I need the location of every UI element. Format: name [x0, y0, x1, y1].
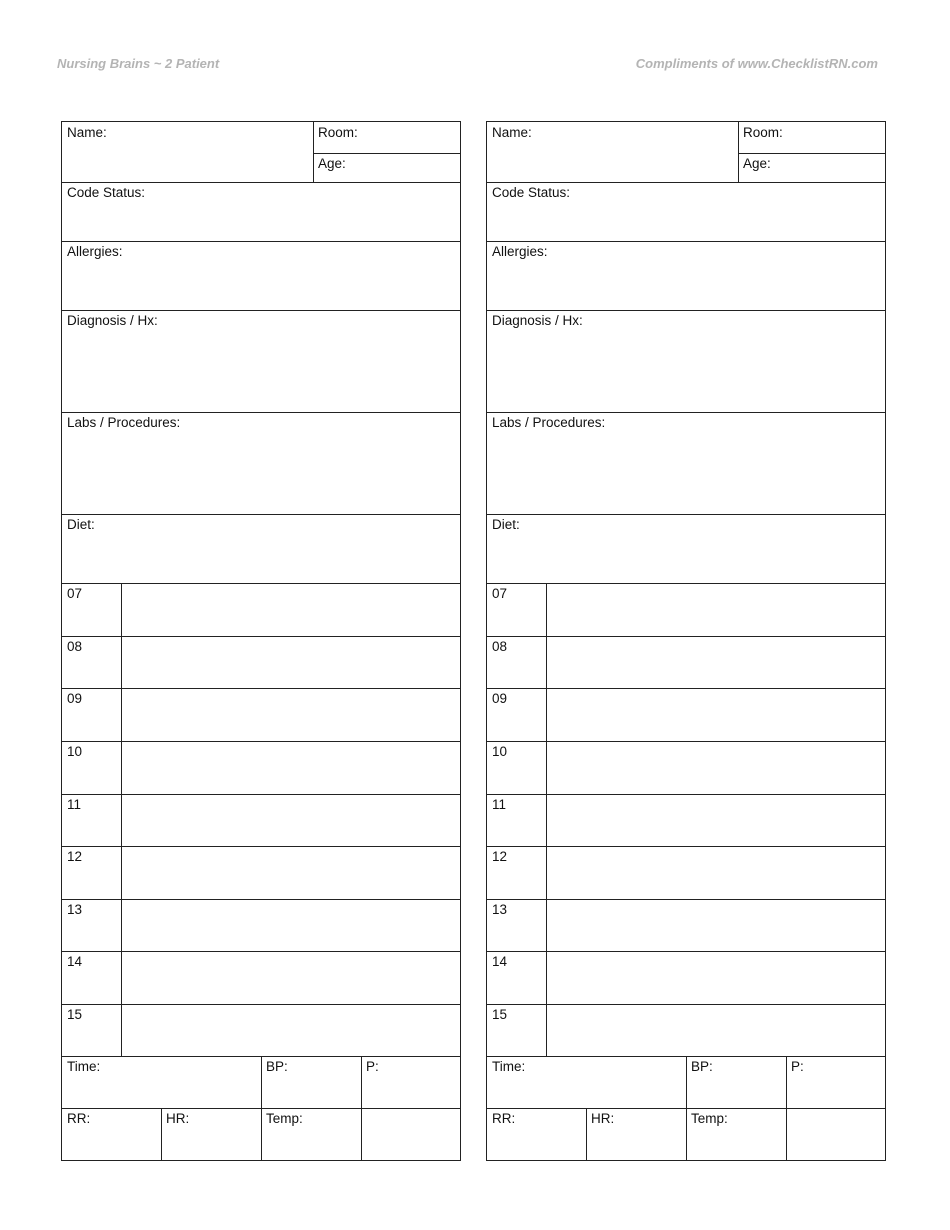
hour-label-cell [487, 794, 546, 846]
temp-label: Temp: [691, 1111, 728, 1126]
hour-label-cell [62, 846, 121, 899]
hr-field[interactable] [161, 1108, 261, 1161]
temp-field[interactable] [261, 1108, 361, 1161]
hour-label-cell [62, 1004, 121, 1056]
hour-label: 15 [492, 1007, 508, 1022]
name-field[interactable] [62, 122, 313, 182]
name-field[interactable] [487, 122, 738, 182]
hour-label: 13 [492, 902, 508, 917]
diet-label: Diet: [67, 517, 95, 532]
temp-field[interactable] [686, 1108, 786, 1161]
bp-field[interactable] [686, 1056, 786, 1108]
rr-field[interactable] [62, 1108, 161, 1161]
hour-label: 07 [492, 586, 508, 601]
blank-vitals-field[interactable] [786, 1108, 886, 1161]
code-status-label: Code Status: [492, 185, 571, 200]
hour-notes-field[interactable] [546, 741, 886, 794]
allergies-field[interactable] [62, 241, 461, 310]
bp-label: BP: [266, 1059, 288, 1074]
hour-label-cell [487, 636, 546, 688]
hour-notes-field[interactable] [121, 951, 461, 1004]
hour-label: 15 [67, 1007, 83, 1022]
hour-label-cell [62, 951, 121, 1004]
hour-notes-field[interactable] [121, 846, 461, 899]
hour-label-cell [62, 688, 121, 741]
age-label: Age: [318, 156, 346, 171]
hour-label: 10 [492, 744, 508, 759]
hour-notes-field[interactable] [121, 899, 461, 951]
hour-notes-field[interactable] [546, 846, 886, 899]
name-label: Name: [67, 125, 107, 140]
code-status-field[interactable] [487, 182, 886, 241]
hour-label-cell [62, 741, 121, 794]
room-label: Room: [743, 125, 783, 140]
diagnosis-field[interactable] [62, 310, 461, 412]
time-label: Time: [492, 1059, 526, 1074]
age-label: Age: [743, 156, 771, 171]
hour-label: 12 [67, 849, 83, 864]
hour-label-cell [487, 951, 546, 1004]
hour-notes-field[interactable] [546, 899, 886, 951]
bp-field[interactable] [261, 1056, 361, 1108]
code-status-field[interactable] [62, 182, 461, 241]
hour-notes-field[interactable] [546, 951, 886, 1004]
labs-procedures-field[interactable] [62, 412, 461, 514]
labs-procedures-field[interactable] [487, 412, 886, 514]
hour-notes-field[interactable] [121, 794, 461, 846]
diagnosis-label: Diagnosis / Hx: [492, 313, 583, 328]
hr-label: HR: [166, 1111, 190, 1126]
diet-label: Diet: [492, 517, 520, 532]
hour-label-cell [62, 899, 121, 951]
header-credit: Compliments of www.ChecklistRN.com [635, 56, 878, 71]
labs-procedures-label: Labs / Procedures: [492, 415, 606, 430]
hour-notes-field[interactable] [546, 583, 886, 636]
rr-field[interactable] [487, 1108, 586, 1161]
patient-sheet-1 [61, 121, 461, 1161]
hour-notes-field[interactable] [546, 1004, 886, 1056]
hour-notes-field[interactable] [546, 794, 886, 846]
pulse-label: P: [791, 1059, 804, 1074]
blank-vitals-field[interactable] [361, 1108, 461, 1161]
room-field[interactable] [738, 122, 886, 153]
hour-label-cell [62, 636, 121, 688]
hour-notes-field[interactable] [121, 636, 461, 688]
hour-notes-field[interactable] [546, 636, 886, 688]
temp-label: Temp: [266, 1111, 303, 1126]
pulse-label: P: [366, 1059, 379, 1074]
hour-label-cell [487, 1004, 546, 1056]
bp-label: BP: [691, 1059, 713, 1074]
name-label: Name: [492, 125, 532, 140]
hour-label-cell [487, 741, 546, 794]
time-label: Time: [67, 1059, 101, 1074]
hour-label: 08 [67, 639, 83, 654]
diet-field[interactable] [487, 514, 886, 583]
diagnosis-field[interactable] [487, 310, 886, 412]
hour-label: 13 [67, 902, 83, 917]
header-title: Nursing Brains ~ 2 Patient [57, 56, 220, 71]
hour-label: 14 [67, 954, 83, 969]
hr-field[interactable] [586, 1108, 686, 1161]
hour-label-cell [487, 899, 546, 951]
hour-label: 07 [67, 586, 83, 601]
hour-label: 12 [492, 849, 508, 864]
hour-notes-field[interactable] [546, 688, 886, 741]
hour-notes-field[interactable] [121, 1004, 461, 1056]
room-label: Room: [318, 125, 358, 140]
hour-label: 08 [492, 639, 508, 654]
allergies-label: Allergies: [492, 244, 548, 259]
hour-label: 11 [67, 797, 82, 812]
hour-notes-field[interactable] [121, 741, 461, 794]
hour-label-cell [487, 688, 546, 741]
pulse-field[interactable] [361, 1056, 461, 1108]
hour-label: 10 [67, 744, 83, 759]
hour-label-cell [487, 583, 546, 636]
room-field[interactable] [313, 122, 461, 153]
hour-label-cell [62, 794, 121, 846]
hour-notes-field[interactable] [121, 688, 461, 741]
age-field[interactable] [313, 153, 461, 182]
hour-label: 14 [492, 954, 508, 969]
hour-label: 09 [67, 691, 83, 706]
time-field[interactable] [62, 1056, 261, 1108]
diagnosis-label: Diagnosis / Hx: [67, 313, 158, 328]
hour-notes-field[interactable] [121, 583, 461, 636]
hr-label: HR: [591, 1111, 615, 1126]
hour-label-cell [487, 846, 546, 899]
labs-procedures-label: Labs / Procedures: [67, 415, 181, 430]
rr-label: RR: [67, 1111, 91, 1126]
age-field[interactable] [738, 153, 886, 182]
pulse-field[interactable] [786, 1056, 886, 1108]
hour-label: 09 [492, 691, 508, 706]
hour-label-cell [62, 583, 121, 636]
allergies-label: Allergies: [67, 244, 123, 259]
patient-sheet-2 [486, 121, 886, 1161]
rr-label: RR: [492, 1111, 516, 1126]
hour-label: 11 [492, 797, 507, 812]
allergies-field[interactable] [487, 241, 886, 310]
code-status-label: Code Status: [67, 185, 146, 200]
time-field[interactable] [487, 1056, 686, 1108]
diet-field[interactable] [62, 514, 461, 583]
